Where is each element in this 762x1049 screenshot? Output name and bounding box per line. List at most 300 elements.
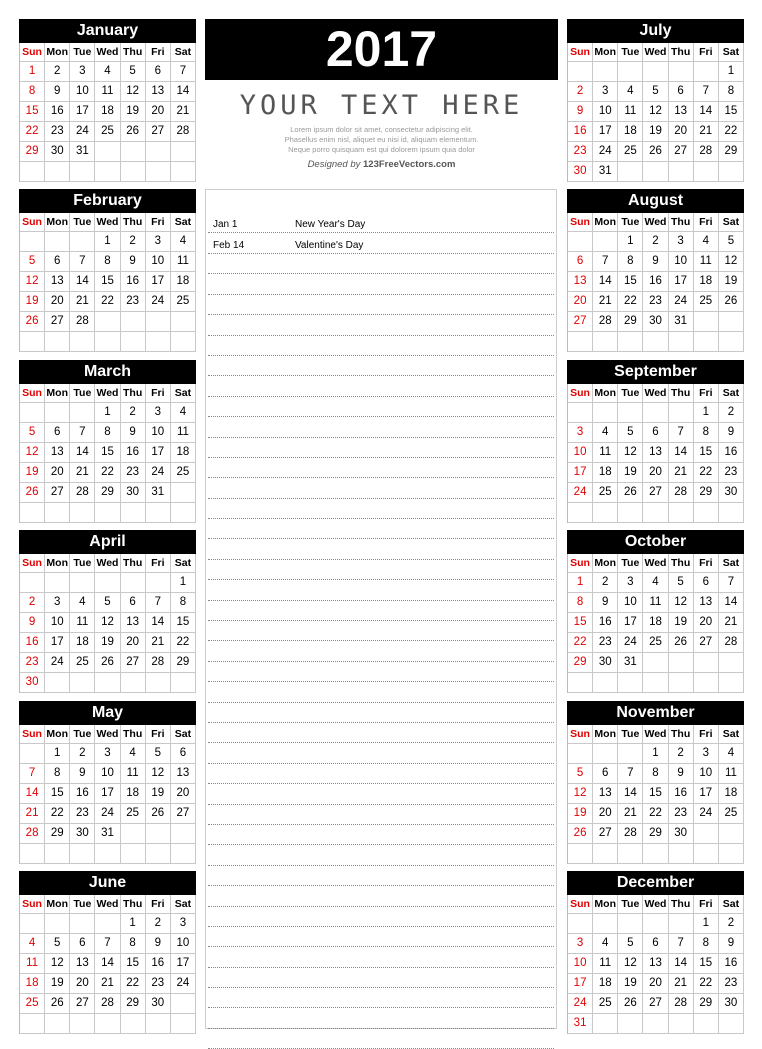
note-line[interactable] — [208, 601, 554, 621]
day-cell[interactable]: 24 — [70, 122, 95, 141]
day-cell[interactable]: 23 — [719, 463, 744, 482]
day-cell[interactable]: 5 — [20, 423, 45, 442]
day-cell[interactable]: 13 — [70, 954, 95, 973]
day-cell[interactable]: 21 — [95, 974, 120, 993]
day-cell[interactable]: 11 — [593, 443, 618, 462]
note-line[interactable] — [208, 560, 554, 580]
day-cell[interactable]: 1 — [694, 914, 719, 933]
day-cell[interactable]: 29 — [45, 824, 70, 843]
day-cell[interactable]: 15 — [568, 613, 593, 632]
day-cell[interactable]: 9 — [568, 102, 593, 121]
day-cell[interactable]: 30 — [568, 162, 593, 181]
day-cell[interactable]: 17 — [568, 974, 593, 993]
day-cell[interactable]: 3 — [146, 403, 171, 422]
day-cell[interactable]: 26 — [95, 653, 120, 672]
day-cell[interactable]: 23 — [70, 804, 95, 823]
day-cell[interactable]: 21 — [70, 463, 95, 482]
day-cell[interactable]: 6 — [121, 593, 146, 612]
day-cell[interactable]: 10 — [45, 613, 70, 632]
day-cell[interactable]: 17 — [146, 443, 171, 462]
day-cell[interactable]: 4 — [643, 573, 668, 592]
day-cell[interactable]: 24 — [669, 292, 694, 311]
day-cell[interactable]: 1 — [121, 914, 146, 933]
day-cell[interactable]: 6 — [70, 934, 95, 953]
note-line[interactable] — [208, 723, 554, 743]
day-cell[interactable]: 7 — [719, 573, 744, 592]
day-cell[interactable]: 29 — [694, 483, 719, 502]
day-cell[interactable]: 15 — [45, 784, 70, 803]
day-cell[interactable]: 27 — [171, 804, 196, 823]
day-cell[interactable]: 27 — [643, 483, 668, 502]
note-line[interactable] — [208, 397, 554, 417]
day-cell[interactable]: 28 — [20, 824, 45, 843]
day-cell[interactable]: 22 — [618, 292, 643, 311]
day-cell[interactable]: 10 — [95, 764, 120, 783]
day-cell[interactable]: 25 — [593, 994, 618, 1013]
day-cell[interactable]: 21 — [146, 633, 171, 652]
day-cell[interactable]: 22 — [95, 463, 120, 482]
day-cell[interactable]: 24 — [95, 804, 120, 823]
note-line[interactable] — [208, 927, 554, 947]
day-cell[interactable]: 10 — [70, 82, 95, 101]
day-cell[interactable]: 4 — [593, 934, 618, 953]
day-cell[interactable]: 20 — [593, 804, 618, 823]
day-cell[interactable]: 19 — [95, 633, 120, 652]
day-cell[interactable]: 2 — [719, 914, 744, 933]
day-cell[interactable]: 5 — [20, 252, 45, 271]
day-cell[interactable]: 28 — [593, 312, 618, 331]
day-cell[interactable]: 12 — [121, 82, 146, 101]
day-cell[interactable]: 1 — [171, 573, 196, 592]
day-cell[interactable]: 5 — [121, 62, 146, 81]
day-cell[interactable]: 4 — [95, 62, 120, 81]
day-cell[interactable]: 27 — [70, 994, 95, 1013]
day-cell[interactable]: 30 — [20, 673, 45, 692]
day-cell[interactable]: 10 — [618, 593, 643, 612]
day-cell[interactable]: 20 — [669, 122, 694, 141]
day-cell[interactable]: 28 — [694, 142, 719, 161]
day-cell[interactable]: 7 — [171, 62, 196, 81]
day-cell[interactable]: 31 — [618, 653, 643, 672]
day-cell[interactable]: 7 — [70, 252, 95, 271]
day-cell[interactable]: 2 — [146, 914, 171, 933]
day-cell[interactable]: 11 — [171, 252, 196, 271]
day-cell[interactable]: 21 — [669, 463, 694, 482]
day-cell[interactable]: 13 — [146, 82, 171, 101]
day-cell[interactable]: 6 — [643, 934, 668, 953]
day-cell[interactable]: 16 — [70, 784, 95, 803]
day-cell[interactable]: 18 — [171, 272, 196, 291]
day-cell[interactable]: 21 — [719, 613, 744, 632]
day-cell[interactable]: 23 — [45, 122, 70, 141]
note-line[interactable] — [208, 662, 554, 682]
day-cell[interactable]: 30 — [593, 653, 618, 672]
day-cell[interactable]: 17 — [171, 954, 196, 973]
day-cell[interactable]: 28 — [719, 633, 744, 652]
day-cell[interactable]: 12 — [719, 252, 744, 271]
day-cell[interactable]: 30 — [146, 994, 171, 1013]
day-cell[interactable]: 24 — [146, 463, 171, 482]
day-cell[interactable]: 22 — [694, 463, 719, 482]
day-cell[interactable]: 18 — [593, 974, 618, 993]
day-cell[interactable]: 28 — [171, 122, 196, 141]
day-cell[interactable]: 27 — [45, 483, 70, 502]
day-cell[interactable]: 25 — [70, 653, 95, 672]
day-cell[interactable]: 10 — [568, 443, 593, 462]
day-cell[interactable]: 16 — [719, 954, 744, 973]
day-cell[interactable]: 11 — [171, 423, 196, 442]
day-cell[interactable]: 11 — [618, 102, 643, 121]
day-cell[interactable]: 1 — [45, 744, 70, 763]
day-cell[interactable]: 12 — [618, 443, 643, 462]
day-cell[interactable]: 2 — [669, 744, 694, 763]
day-cell[interactable]: 29 — [568, 653, 593, 672]
day-cell[interactable]: 23 — [669, 804, 694, 823]
day-cell[interactable]: 25 — [719, 804, 744, 823]
day-cell[interactable]: 16 — [45, 102, 70, 121]
day-cell[interactable]: 13 — [643, 443, 668, 462]
day-cell[interactable]: 1 — [568, 573, 593, 592]
day-cell[interactable]: 15 — [719, 102, 744, 121]
day-cell[interactable]: 22 — [694, 974, 719, 993]
day-cell[interactable]: 8 — [618, 252, 643, 271]
day-cell[interactable]: 23 — [643, 292, 668, 311]
day-cell[interactable]: 17 — [694, 784, 719, 803]
note-line[interactable] — [208, 703, 554, 723]
day-cell[interactable]: 23 — [20, 653, 45, 672]
day-cell[interactable]: 7 — [593, 252, 618, 271]
day-cell[interactable]: 20 — [146, 102, 171, 121]
day-cell[interactable]: 31 — [146, 483, 171, 502]
note-line[interactable] — [208, 580, 554, 600]
day-cell[interactable]: 6 — [45, 252, 70, 271]
day-cell[interactable]: 19 — [121, 102, 146, 121]
day-cell[interactable]: 6 — [45, 423, 70, 442]
day-cell[interactable]: 22 — [20, 122, 45, 141]
day-cell[interactable]: 17 — [70, 102, 95, 121]
day-cell[interactable]: 20 — [70, 974, 95, 993]
day-cell[interactable]: 16 — [669, 784, 694, 803]
day-cell[interactable]: 23 — [121, 292, 146, 311]
day-cell[interactable]: 7 — [669, 934, 694, 953]
note-line[interactable] — [208, 417, 554, 437]
day-cell[interactable]: 17 — [146, 272, 171, 291]
day-cell[interactable]: 24 — [593, 142, 618, 161]
note-line[interactable] — [208, 968, 554, 988]
day-cell[interactable]: 19 — [45, 974, 70, 993]
day-cell[interactable]: 6 — [568, 252, 593, 271]
day-cell[interactable]: 17 — [95, 784, 120, 803]
day-cell[interactable]: 29 — [719, 142, 744, 161]
day-cell[interactable]: 14 — [171, 82, 196, 101]
day-cell[interactable]: 15 — [171, 613, 196, 632]
day-cell[interactable]: 27 — [593, 824, 618, 843]
day-cell[interactable]: 12 — [45, 954, 70, 973]
day-cell[interactable]: 23 — [146, 974, 171, 993]
day-cell[interactable]: 6 — [643, 423, 668, 442]
day-cell[interactable]: 5 — [95, 593, 120, 612]
day-cell[interactable]: 3 — [95, 744, 120, 763]
day-cell[interactable]: 9 — [593, 593, 618, 612]
day-cell[interactable]: 13 — [643, 954, 668, 973]
note-line[interactable] — [208, 233, 554, 254]
day-cell[interactable]: 11 — [121, 764, 146, 783]
day-cell[interactable]: 1 — [618, 232, 643, 251]
day-cell[interactable]: 16 — [20, 633, 45, 652]
day-cell[interactable]: 3 — [171, 914, 196, 933]
notes-panel[interactable] — [205, 189, 557, 1029]
day-cell[interactable]: 10 — [146, 252, 171, 271]
day-cell[interactable]: 2 — [20, 593, 45, 612]
day-cell[interactable]: 3 — [45, 593, 70, 612]
day-cell[interactable]: 19 — [618, 463, 643, 482]
day-cell[interactable]: 17 — [593, 122, 618, 141]
day-cell[interactable]: 19 — [643, 122, 668, 141]
day-cell[interactable]: 5 — [669, 573, 694, 592]
day-cell[interactable]: 19 — [20, 292, 45, 311]
day-cell[interactable]: 10 — [568, 954, 593, 973]
day-cell[interactable]: 7 — [20, 764, 45, 783]
day-cell[interactable]: 21 — [618, 804, 643, 823]
day-cell[interactable]: 25 — [171, 463, 196, 482]
day-cell[interactable]: 20 — [45, 292, 70, 311]
day-cell[interactable]: 9 — [121, 252, 146, 271]
day-cell[interactable]: 9 — [70, 764, 95, 783]
day-cell[interactable]: 20 — [121, 633, 146, 652]
day-cell[interactable]: 28 — [618, 824, 643, 843]
day-cell[interactable]: 16 — [593, 613, 618, 632]
day-cell[interactable]: 18 — [20, 974, 45, 993]
day-cell[interactable]: 2 — [719, 403, 744, 422]
day-cell[interactable]: 3 — [618, 573, 643, 592]
day-cell[interactable]: 25 — [694, 292, 719, 311]
day-cell[interactable]: 27 — [146, 122, 171, 141]
day-cell[interactable]: 31 — [70, 142, 95, 161]
day-cell[interactable]: 5 — [146, 744, 171, 763]
day-cell[interactable]: 6 — [694, 573, 719, 592]
day-cell[interactable]: 20 — [45, 463, 70, 482]
day-cell[interactable]: 6 — [593, 764, 618, 783]
day-cell[interactable]: 27 — [643, 994, 668, 1013]
note-line[interactable] — [208, 641, 554, 661]
day-cell[interactable]: 17 — [568, 463, 593, 482]
note-line[interactable] — [208, 254, 554, 274]
day-cell[interactable]: 14 — [146, 613, 171, 632]
day-cell[interactable]: 31 — [593, 162, 618, 181]
day-cell[interactable]: 26 — [45, 994, 70, 1013]
day-cell[interactable]: 20 — [643, 974, 668, 993]
day-cell[interactable]: 15 — [618, 272, 643, 291]
day-cell[interactable]: 17 — [669, 272, 694, 291]
day-cell[interactable]: 8 — [643, 764, 668, 783]
day-cell[interactable]: 30 — [669, 824, 694, 843]
day-cell[interactable]: 28 — [146, 653, 171, 672]
day-cell[interactable]: 30 — [643, 312, 668, 331]
note-line[interactable] — [208, 682, 554, 702]
day-cell[interactable]: 19 — [20, 463, 45, 482]
day-cell[interactable]: 26 — [643, 142, 668, 161]
day-cell[interactable]: 18 — [694, 272, 719, 291]
day-cell[interactable]: 13 — [669, 102, 694, 121]
day-cell[interactable]: 17 — [618, 613, 643, 632]
note-line[interactable] — [208, 295, 554, 315]
day-cell[interactable]: 9 — [719, 423, 744, 442]
day-cell[interactable]: 30 — [45, 142, 70, 161]
day-cell[interactable]: 2 — [568, 82, 593, 101]
day-cell[interactable]: 22 — [95, 292, 120, 311]
day-cell[interactable]: 22 — [171, 633, 196, 652]
note-line[interactable] — [208, 866, 554, 886]
day-cell[interactable]: 13 — [694, 593, 719, 612]
note-line[interactable] — [208, 356, 554, 376]
note-line[interactable] — [208, 907, 554, 927]
day-cell[interactable]: 23 — [593, 633, 618, 652]
day-cell[interactable]: 3 — [568, 934, 593, 953]
day-cell[interactable]: 7 — [618, 764, 643, 783]
day-cell[interactable]: 25 — [95, 122, 120, 141]
day-cell[interactable]: 6 — [669, 82, 694, 101]
day-cell[interactable]: 26 — [618, 994, 643, 1013]
day-cell[interactable]: 24 — [171, 974, 196, 993]
day-cell[interactable]: 4 — [171, 403, 196, 422]
note-line[interactable] — [208, 1029, 554, 1049]
day-cell[interactable]: 13 — [568, 272, 593, 291]
day-cell[interactable]: 8 — [95, 423, 120, 442]
day-cell[interactable]: 19 — [146, 784, 171, 803]
day-cell[interactable]: 21 — [669, 974, 694, 993]
day-cell[interactable]: 5 — [719, 232, 744, 251]
day-cell[interactable]: 26 — [669, 633, 694, 652]
note-line[interactable] — [208, 1008, 554, 1028]
day-cell[interactable]: 24 — [568, 994, 593, 1013]
day-cell[interactable]: 21 — [593, 292, 618, 311]
day-cell[interactable]: 12 — [669, 593, 694, 612]
day-cell[interactable]: 22 — [121, 974, 146, 993]
day-cell[interactable]: 7 — [95, 934, 120, 953]
day-cell[interactable]: 23 — [568, 142, 593, 161]
day-cell[interactable]: 11 — [95, 82, 120, 101]
day-cell[interactable]: 26 — [20, 312, 45, 331]
day-cell[interactable]: 11 — [20, 954, 45, 973]
day-cell[interactable]: 7 — [146, 593, 171, 612]
note-line[interactable] — [208, 784, 554, 804]
day-cell[interactable]: 12 — [20, 272, 45, 291]
day-cell[interactable]: 23 — [719, 974, 744, 993]
day-cell[interactable]: 12 — [568, 784, 593, 803]
day-cell[interactable]: 26 — [618, 483, 643, 502]
day-cell[interactable]: 22 — [45, 804, 70, 823]
day-cell[interactable]: 8 — [171, 593, 196, 612]
day-cell[interactable]: 15 — [694, 443, 719, 462]
note-line[interactable] — [208, 825, 554, 845]
day-cell[interactable]: 21 — [20, 804, 45, 823]
day-cell[interactable]: 1 — [643, 744, 668, 763]
day-cell[interactable]: 10 — [593, 102, 618, 121]
day-cell[interactable]: 13 — [45, 443, 70, 462]
day-cell[interactable]: 25 — [20, 994, 45, 1013]
day-cell[interactable]: 27 — [121, 653, 146, 672]
day-cell[interactable]: 31 — [669, 312, 694, 331]
day-cell[interactable]: 4 — [121, 744, 146, 763]
day-cell[interactable]: 21 — [171, 102, 196, 121]
note-line[interactable] — [208, 845, 554, 865]
day-cell[interactable]: 18 — [719, 784, 744, 803]
day-cell[interactable]: 31 — [95, 824, 120, 843]
day-cell[interactable]: 29 — [121, 994, 146, 1013]
day-cell[interactable]: 20 — [694, 613, 719, 632]
day-cell[interactable]: 28 — [95, 994, 120, 1013]
day-cell[interactable]: 22 — [719, 122, 744, 141]
day-cell[interactable]: 18 — [171, 443, 196, 462]
note-line[interactable] — [208, 376, 554, 396]
day-cell[interactable]: 20 — [643, 463, 668, 482]
day-cell[interactable]: 14 — [20, 784, 45, 803]
day-cell[interactable]: 28 — [70, 483, 95, 502]
day-cell[interactable]: 1 — [95, 403, 120, 422]
day-cell[interactable]: 4 — [20, 934, 45, 953]
day-cell[interactable]: 10 — [669, 252, 694, 271]
day-cell[interactable]: 26 — [121, 122, 146, 141]
day-cell[interactable]: 25 — [593, 483, 618, 502]
day-cell[interactable]: 16 — [643, 272, 668, 291]
day-cell[interactable]: 15 — [20, 102, 45, 121]
day-cell[interactable]: 27 — [694, 633, 719, 652]
day-cell[interactable]: 5 — [45, 934, 70, 953]
day-cell[interactable]: 11 — [593, 954, 618, 973]
day-cell[interactable]: 21 — [694, 122, 719, 141]
day-cell[interactable]: 2 — [643, 232, 668, 251]
day-cell[interactable]: 15 — [694, 954, 719, 973]
day-cell[interactable]: 3 — [146, 232, 171, 251]
day-cell[interactable]: 6 — [146, 62, 171, 81]
day-cell[interactable]: 2 — [121, 232, 146, 251]
day-cell[interactable]: 16 — [121, 443, 146, 462]
day-cell[interactable]: 4 — [70, 593, 95, 612]
note-line[interactable] — [208, 621, 554, 641]
day-cell[interactable]: 11 — [719, 764, 744, 783]
day-cell[interactable]: 14 — [618, 784, 643, 803]
day-cell[interactable]: 31 — [568, 1014, 593, 1033]
day-cell[interactable]: 4 — [719, 744, 744, 763]
day-cell[interactable]: 9 — [45, 82, 70, 101]
day-cell[interactable]: 29 — [171, 653, 196, 672]
day-cell[interactable]: 2 — [70, 744, 95, 763]
day-cell[interactable]: 14 — [70, 443, 95, 462]
day-cell[interactable]: 7 — [70, 423, 95, 442]
day-cell[interactable]: 15 — [121, 954, 146, 973]
day-cell[interactable]: 20 — [171, 784, 196, 803]
day-cell[interactable]: 24 — [694, 804, 719, 823]
day-cell[interactable]: 26 — [719, 292, 744, 311]
note-line[interactable] — [208, 743, 554, 763]
day-cell[interactable]: 9 — [121, 423, 146, 442]
day-cell[interactable]: 14 — [593, 272, 618, 291]
day-cell[interactable]: 27 — [669, 142, 694, 161]
day-cell[interactable]: 19 — [568, 804, 593, 823]
day-cell[interactable]: 13 — [121, 613, 146, 632]
note-line[interactable] — [208, 947, 554, 967]
day-cell[interactable]: 25 — [171, 292, 196, 311]
note-line[interactable] — [208, 438, 554, 458]
day-cell[interactable]: 8 — [719, 82, 744, 101]
day-cell[interactable]: 18 — [618, 122, 643, 141]
day-cell[interactable]: 29 — [694, 994, 719, 1013]
day-cell[interactable]: 28 — [669, 994, 694, 1013]
day-cell[interactable]: 30 — [719, 994, 744, 1013]
day-cell[interactable]: 27 — [45, 312, 70, 331]
day-cell[interactable]: 24 — [568, 483, 593, 502]
day-cell[interactable]: 30 — [121, 483, 146, 502]
